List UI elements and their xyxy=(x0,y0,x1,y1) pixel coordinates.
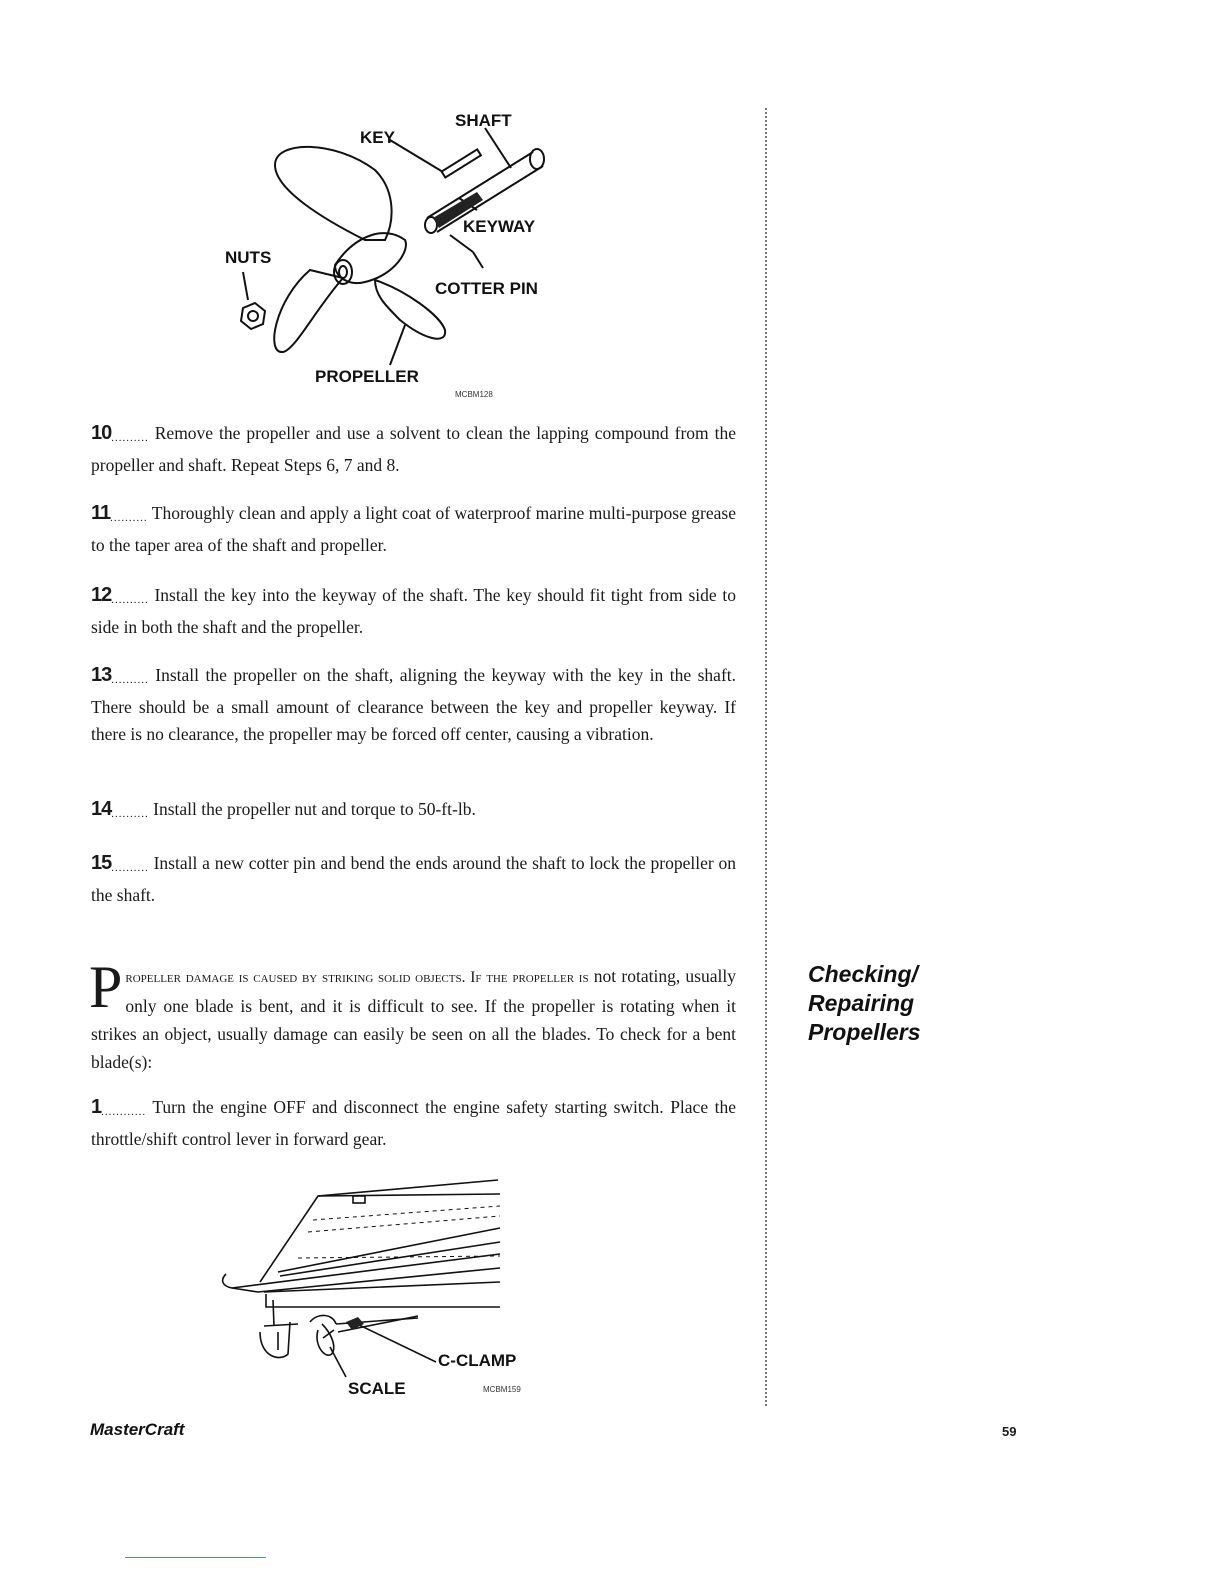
leader-dots: .......... xyxy=(111,594,149,606)
step-text: Turn the engine OFF and disconnect the engine safety starting switch. Place the throttle/shift control lever in forward gear. xyxy=(91,1097,736,1149)
step-number: 15 xyxy=(91,852,112,874)
step-number: 12 xyxy=(91,584,112,606)
leader-dots: .......... xyxy=(110,512,148,524)
brand-logo: MasterCraft xyxy=(90,1420,185,1439)
step-text: Install a new cotter pin and bend the ends around the shaft to lock the propeller on the shaft. xyxy=(91,853,737,905)
step-text: Thoroughly clean and apply a light coat of waterproof marine multi-purpose grease to the taper area of the shaft and propeller. xyxy=(91,503,737,555)
scale-label: SCALE xyxy=(348,1379,406,1398)
propeller-assembly-figure xyxy=(215,100,560,405)
step-text: Remove the propeller and use a solvent to clean the lapping compound from the propeller and shaft. Repeat Steps 6, 7 and 8. xyxy=(91,423,737,475)
nuts-label: NUTS xyxy=(225,248,272,267)
section-title xyxy=(808,960,1008,1047)
title-line: Repairing xyxy=(808,990,915,1016)
page-number: 59 xyxy=(1002,1424,1017,1439)
leader-dots: .......... xyxy=(111,674,149,686)
step-11 xyxy=(91,500,736,559)
step-number: 1 xyxy=(91,1096,102,1118)
key-label: KEY xyxy=(360,128,395,147)
step-text: Install the propeller nut and torque to 50-ft-lb. xyxy=(153,799,476,819)
leader-dots: ............ xyxy=(101,1106,147,1118)
keyway-label: KEYWAY xyxy=(463,217,536,236)
step-number: 11 xyxy=(91,502,111,524)
title-line: Checking/ xyxy=(808,961,918,987)
step-10 xyxy=(91,420,736,479)
figure-code: MCBM128 xyxy=(455,390,493,399)
title-line: Propellers xyxy=(808,1019,921,1045)
step-1 xyxy=(91,1094,736,1153)
step-text: Install the propeller on the shaft, aligning the keyway with the key in the shaft. There should be a small amount of clearance between the key and propeller keyway. If there is no clearance, the propeller may be forced off center, causing a vibration. xyxy=(91,665,737,744)
propeller-label: PROPELLER xyxy=(315,367,419,386)
step-13 xyxy=(91,662,736,748)
column-divider xyxy=(765,108,767,1406)
drop-cap: P xyxy=(89,954,123,1020)
step-number: 10 xyxy=(91,422,112,444)
leader-dots: .......... xyxy=(111,432,149,444)
step-number: 13 xyxy=(91,664,112,686)
step-12 xyxy=(91,582,736,641)
leader-dots: .......... xyxy=(111,862,149,874)
c-clamp-label: C-CLAMP xyxy=(438,1351,517,1370)
step-number: 14 xyxy=(91,798,112,820)
cotter-pin-label: COTTER PIN xyxy=(435,279,538,298)
step-15 xyxy=(91,850,736,909)
intro-body: not rotating, usually only one blade is bent, and it is difficult to see. If the propeller is rotating when it strikes an object, usually damage can easily be seen on all the blades. To check for a bent blade(s): xyxy=(91,966,736,1072)
figure-code: MCBM159 xyxy=(483,1385,521,1394)
leader-dots: .......... xyxy=(111,808,149,820)
lead-in: ropeller damage is caused by striking solid objects. If the propeller is xyxy=(125,969,589,986)
link-underline xyxy=(125,1557,266,1558)
section-intro xyxy=(89,954,736,1076)
shaft-label: SHAFT xyxy=(455,111,512,130)
step-14 xyxy=(91,796,736,828)
hull-clamp-figure xyxy=(218,1172,548,1402)
step-text: Install the key into the keyway of the shaft. The key should fit tight from side to side in both the shaft and the propeller. xyxy=(91,585,736,637)
